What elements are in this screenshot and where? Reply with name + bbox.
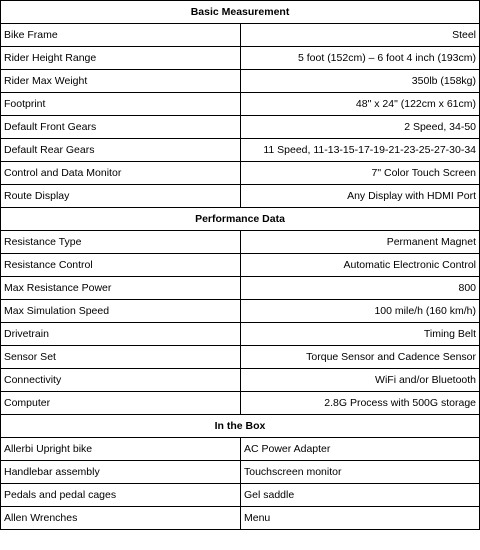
spec-value: 800 bbox=[241, 277, 480, 300]
spec-label: Resistance Type bbox=[1, 231, 241, 254]
table-row bbox=[1, 254, 480, 277]
section-title-performance-data: Performance Data bbox=[1, 208, 480, 231]
table-row bbox=[1, 93, 480, 116]
table-row bbox=[1, 369, 480, 392]
section-header-row bbox=[1, 208, 480, 231]
spec-value: Steel bbox=[241, 24, 480, 47]
table-row bbox=[1, 461, 480, 484]
spec-value: 2 Speed, 34-50 bbox=[241, 116, 480, 139]
box-item: Allen Wrenches bbox=[1, 507, 241, 530]
spec-value: 48" x 24" (122cm x 61cm) bbox=[241, 93, 480, 116]
spec-value: 7" Color Touch Screen bbox=[241, 162, 480, 185]
spec-value: 350lb (158kg) bbox=[241, 70, 480, 93]
spec-label: Sensor Set bbox=[1, 346, 241, 369]
spec-label: Connectivity bbox=[1, 369, 241, 392]
spec-label: Control and Data Monitor bbox=[1, 162, 241, 185]
spec-value: 100 mile/h (160 km/h) bbox=[241, 300, 480, 323]
spec-value: WiFi and/or Bluetooth bbox=[241, 369, 480, 392]
spec-value: 5 foot (152cm) – 6 foot 4 inch (193cm) bbox=[241, 47, 480, 70]
spec-label: Max Resistance Power bbox=[1, 277, 241, 300]
spec-label: Default Rear Gears bbox=[1, 139, 241, 162]
spec-label: Rider Max Weight bbox=[1, 70, 241, 93]
spec-label: Route Display bbox=[1, 185, 241, 208]
table-row bbox=[1, 231, 480, 254]
table-row bbox=[1, 70, 480, 93]
spec-value: Automatic Electronic Control bbox=[241, 254, 480, 277]
box-item: Menu bbox=[241, 507, 480, 530]
table-row bbox=[1, 484, 480, 507]
spec-label: Drivetrain bbox=[1, 323, 241, 346]
box-item: Allerbi Upright bike bbox=[1, 438, 241, 461]
table-row bbox=[1, 277, 480, 300]
spec-label: Bike Frame bbox=[1, 24, 241, 47]
spec-label: Rider Height Range bbox=[1, 47, 241, 70]
spec-value: 2.8G Process with 500G storage bbox=[241, 392, 480, 415]
spec-value: Any Display with HDMI Port bbox=[241, 185, 480, 208]
spec-label: Max Simulation Speed bbox=[1, 300, 241, 323]
table-row bbox=[1, 438, 480, 461]
spec-value: Timing Belt bbox=[241, 323, 480, 346]
spec-value: Torque Sensor and Cadence Sensor bbox=[241, 346, 480, 369]
spec-label: Computer bbox=[1, 392, 241, 415]
table-row bbox=[1, 47, 480, 70]
spec-label: Default Front Gears bbox=[1, 116, 241, 139]
table-row bbox=[1, 507, 480, 530]
table-row bbox=[1, 346, 480, 369]
box-item: Pedals and pedal cages bbox=[1, 484, 241, 507]
spec-value: 11 Speed, 11-13-15-17-19-21-23-25-27-30-34 bbox=[241, 139, 480, 162]
section-header-row bbox=[1, 415, 480, 438]
table-row bbox=[1, 116, 480, 139]
spec-label: Footprint bbox=[1, 93, 241, 116]
table-row bbox=[1, 185, 480, 208]
table-row bbox=[1, 139, 480, 162]
box-item: AC Power Adapter bbox=[241, 438, 480, 461]
table-row bbox=[1, 392, 480, 415]
section-title-basic-measurement: Basic Measurement bbox=[1, 1, 480, 24]
section-header-row bbox=[1, 1, 480, 24]
section-title-in-the-box: In the Box bbox=[1, 415, 480, 438]
box-item: Touchscreen monitor bbox=[241, 461, 480, 484]
table-row bbox=[1, 24, 480, 47]
table-row bbox=[1, 323, 480, 346]
table-row bbox=[1, 162, 480, 185]
box-item: Handlebar assembly bbox=[1, 461, 241, 484]
table-row bbox=[1, 300, 480, 323]
box-item: Gel saddle bbox=[241, 484, 480, 507]
spec-value: Permanent Magnet bbox=[241, 231, 480, 254]
spec-label: Resistance Control bbox=[1, 254, 241, 277]
